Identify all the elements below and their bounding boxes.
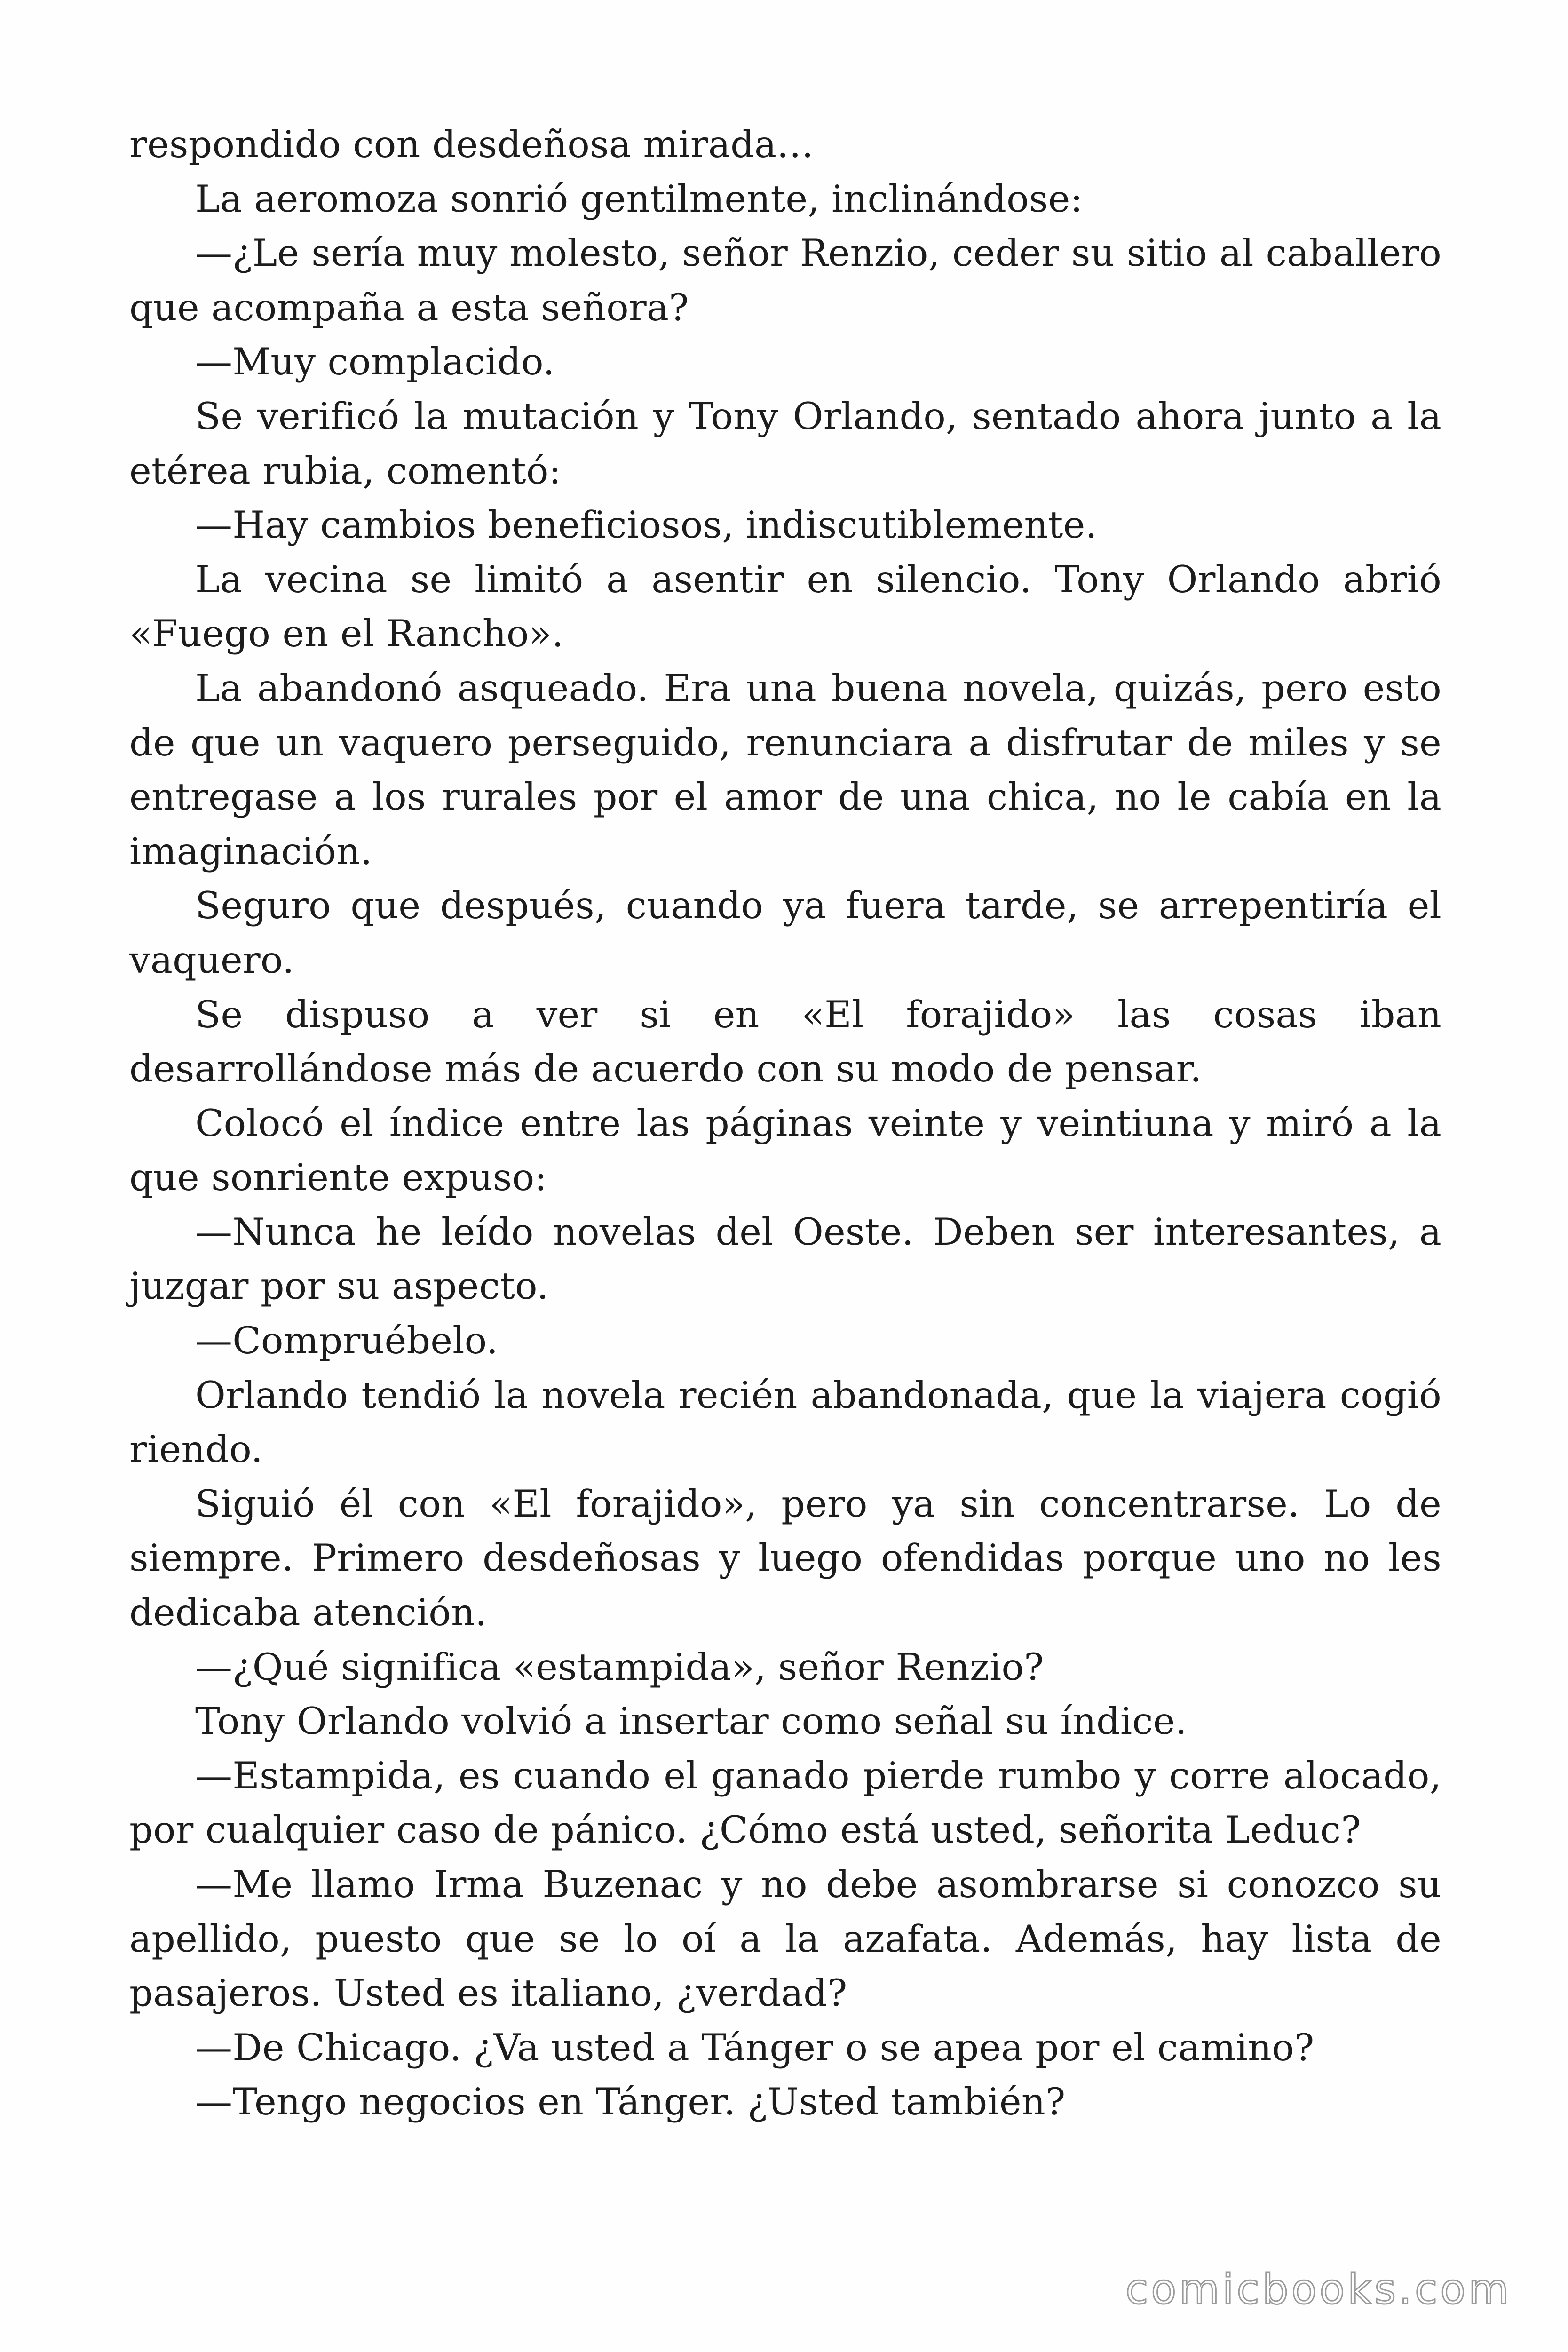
paragraph: Se verificó la mutación y Tony Orlando, sentado ahora junto a la etérea rubia, comentó: [129,394,1441,493]
paragraph: Se dispuso a ver si en «El forajido» las cosas iban desarrollándose más de acuerdo con su modo de pensar. [129,993,1441,1091]
paragraph: —Me llamo Irma Buzenac y no debe asombrarse si conozco su apellido, puesto que se lo oí a la azafata. Además, hay lista de pasajeros. Usted es italiano, ¿verdad? [129,1863,1441,2015]
paragraph: La vecina se limitó a asentir en silencio. Tony Orlando abrió «Fuego en el Rancho». [129,557,1441,656]
paragraph: Colocó el índice entre las páginas veinte y veintiuna y miró a la que sonriente expuso: [129,1101,1441,1200]
paragraph: Orlando tendió la novela recién abandonada, que la viajera cogió riendo. [129,1373,1441,1471]
paragraph: —Muy complacido. [195,340,555,384]
paragraph: —Hay cambios beneficiosos, indiscutiblemente. [195,503,1097,547]
paragraph: Siguió él con «El forajido», pero ya sin concentrarse. Lo de siempre. Primero desdeñosas y luego ofendidas porque uno no les dedicaba atención. [129,1482,1441,1635]
page-text [129,118,1441,2130]
paragraph: Tony Orlando volvió a insertar como señal su índice. [195,1700,1187,1743]
paragraph: —Compruébelo. [195,1319,499,1363]
paragraph: —Tengo negocios en Tánger. ¿Usted también? [195,2080,1066,2124]
paragraph: —Nunca he leído novelas del Oeste. Deben ser interesantes, a juzgar por su aspecto. [129,1210,1441,1308]
paragraph: La aeromoza sonrió gentilmente, inclinándose: [195,177,1083,221]
paragraph: —Estampida, es cuando el ganado pierde rumbo y corre alocado, por cualquier caso de pánico. ¿Cómo está usted, señorita Leduc? [129,1754,1441,1852]
paragraph: La abandonó asqueado. Era una buena novela, quizás, pero esto de que un vaquero perseguido, renunciara a disfrutar de miles y se entregase a los rurales por el amor de una chica, no le cabía en la imaginación. [129,666,1441,873]
watermark: comicbooks.com [1125,2265,1512,2313]
paragraph: —¿Qué significa «estampida», señor Renzio? [195,1645,1044,1689]
paragraph: —De Chicago. ¿Va usted a Tánger o se apea por el camino? [195,2026,1315,2069]
paragraph: respondido con desdeñosa mirada… [129,123,814,166]
paragraph: —¿Le sería muy molesto, señor Renzio, ceder su sitio al caballero que acompaña a esta señora? [129,231,1441,329]
paragraph: Seguro que después, cuando ya fuera tarde, se arrepentiría el vaquero. [129,884,1441,982]
